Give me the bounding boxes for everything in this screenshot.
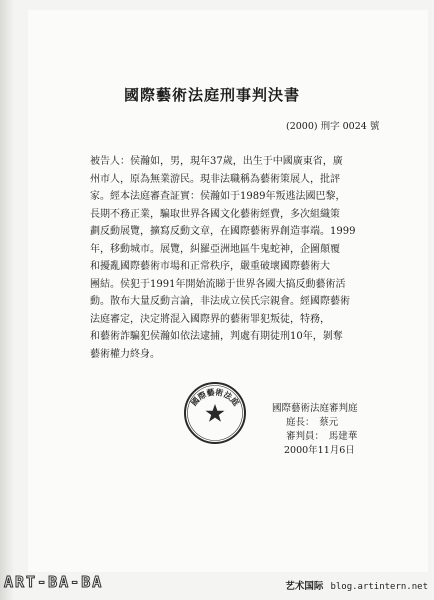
site-url: blog.artintern.net — [330, 582, 428, 592]
presiding-judge: 庭長： 蔡元 — [286, 417, 339, 428]
verdict-line: 和藝術詐騙犯侯瀚如依法逮捕，判處有期徒刑10年，剝奪 — [90, 331, 343, 342]
verdict-line: 州市人，原為無業游民。現非法職稱為藝術策展人，批評 — [90, 173, 340, 185]
verdict-line: 家。經本法庭審查証實：侯瀚如于1989年叛逃法國巴黎， — [90, 191, 346, 202]
verdict-line: 和擾亂國際藝術市場和正常秩序，嚴重破壞國際藝術大 — [90, 261, 330, 272]
judge: 審判員： 馬建華 — [286, 431, 358, 442]
verdict-body — [90, 153, 360, 363]
verdict-line: 法庭審定，決定將混入國際界的藝術罪犯叛徒，特務， — [90, 313, 330, 325]
scan-shadow — [0, 0, 14, 600]
verdict-line: 劃反動展覽，擴寫反動文章，在國際藝術界創造事端。1999 — [90, 226, 356, 237]
verdict-line: 藝術權力終身。 — [90, 348, 160, 360]
star-icon — [206, 404, 225, 422]
verdict-line: 被告人：侯瀚如，男，現年37歲，出生于中國廣東省，廣 — [90, 156, 343, 167]
document-title: 國際藝術法庭刑事判決書 — [124, 86, 301, 104]
seal-text: 國際藝術法庭 — [188, 386, 242, 408]
court-seal-stamp — [182, 380, 248, 446]
verdict-line: 長期不務正業，騙取世界各國文化藝術經費，多次組織策 — [90, 208, 340, 220]
court-name: 國際藝術法庭審判庭 — [272, 403, 358, 414]
verdict-line: 團結。侯犯于1991年開始流睇于世界各國大搞反動藝術活 — [90, 278, 346, 290]
site-name: 艺术国际 — [285, 581, 324, 592]
signature-block — [272, 402, 358, 458]
verdict-line: 年，移動城市。展覽，糾羅亞洲地區牛鬼蛇神，企圖顛覆 — [90, 243, 340, 255]
verdict-line: 動。散布大量反動言論，非法成立侯氏宗親會。經國際藝術 — [90, 296, 350, 307]
verdict-date: 2000年11月6日 — [284, 445, 355, 456]
watermark-site — [285, 578, 428, 592]
case-number: (2000) 刑字 0024 號 — [286, 121, 380, 132]
watermark-logo: ART-BA-BA — [4, 573, 104, 591]
